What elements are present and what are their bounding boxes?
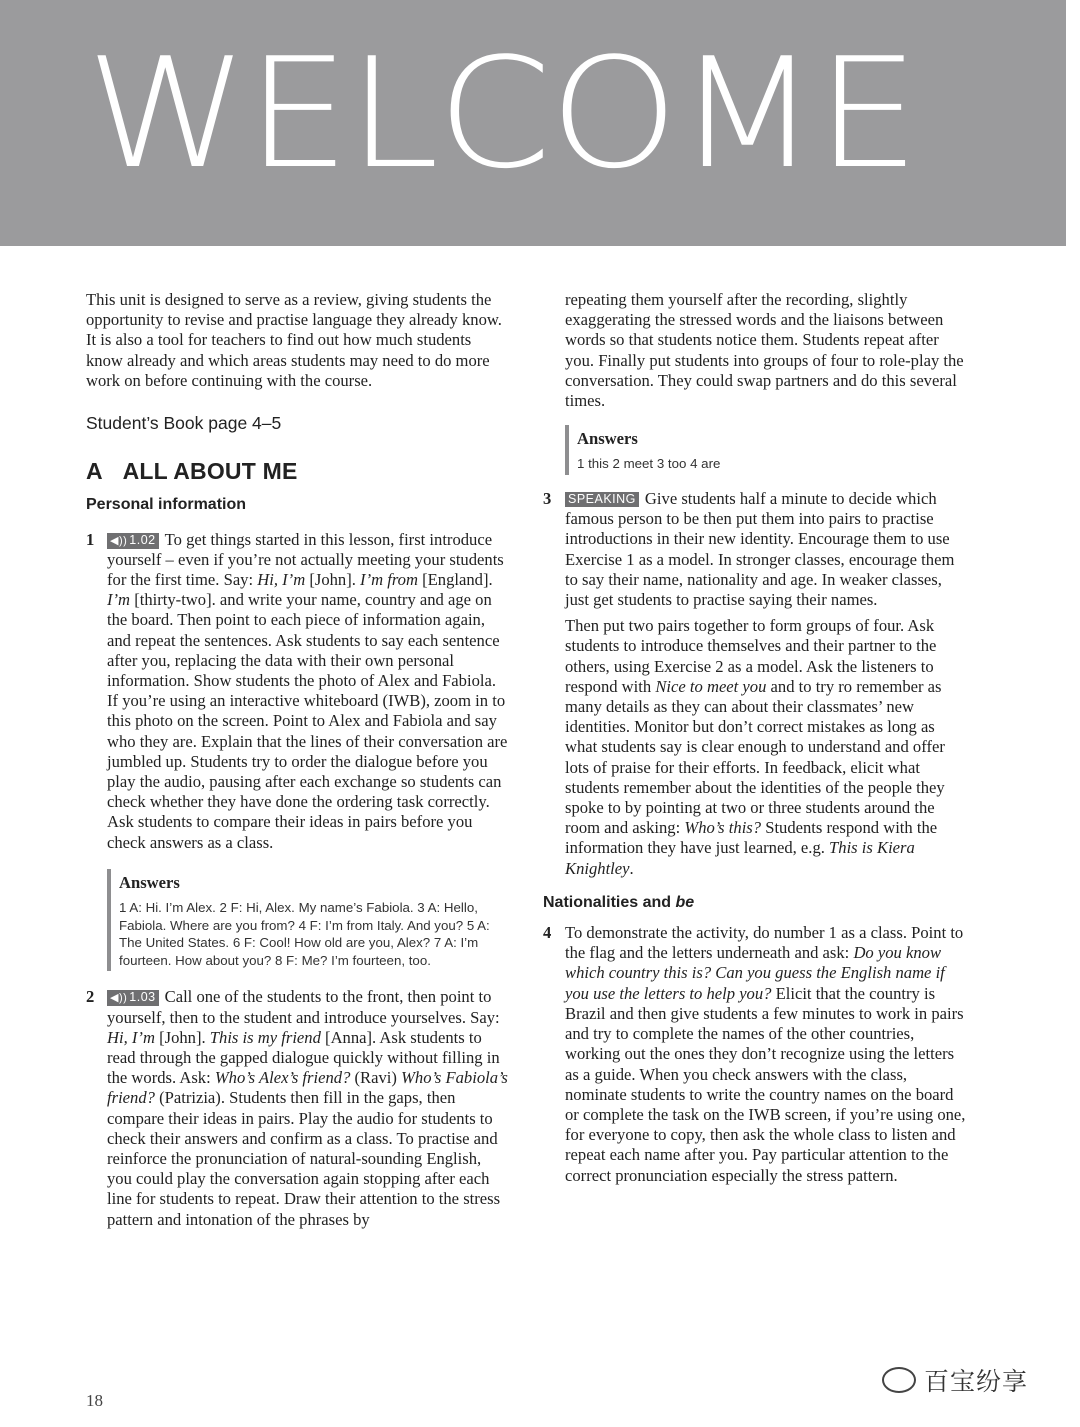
ex1-italic-1: Hi, I’m bbox=[257, 570, 306, 590]
answers-box-2 bbox=[565, 425, 969, 475]
exercise-number: 3 bbox=[543, 489, 552, 509]
answers-box-1 bbox=[107, 869, 510, 972]
ex2-italic-1: Hi, I’m bbox=[107, 1027, 155, 1047]
ex4-italic-1: Do you know which country this is? Can you guess the English name if you use the letters to help you? bbox=[565, 943, 945, 1003]
right-column bbox=[543, 290, 969, 1186]
wechat-icon bbox=[882, 1367, 916, 1393]
speaker-icon: ◀)) bbox=[110, 992, 128, 1005]
exercise-2 bbox=[86, 987, 510, 1229]
watermark-text: 百宝纷享 bbox=[924, 1367, 1029, 1396]
book-reference: Student’s Book page 4–5 bbox=[86, 413, 282, 434]
ex3-p2-text-b: and to try ro remember as many details as they can about their classmates’ new identities. Monitor but don’t correct mistakes as long as what students say is clear enough to understand and offer lots of praise for their efforts. In feedback, elicit what students remember about the identities of the people they spoke to by pointing at two or three students around the room and asking: bbox=[565, 676, 945, 838]
ex3-text: Give students half a minute to decide which famous person to be then put them into pairs to practise introductions in their new identity. Encourage them to use Exercise 1 as a model. In stronger classes, encourage them to say their name, nationality and age. In weaker classes, just get students to practise saying their names. bbox=[565, 489, 955, 610]
exercise-number: 2 bbox=[86, 987, 95, 1007]
ex3-p2-italic-3: This is Kiera Knightley bbox=[565, 838, 915, 878]
ex3-p2-italic-2: Who’s this? bbox=[684, 818, 762, 838]
ex3-p2-text-a: Then put two pairs together to form groups of four. Ask students to introduce themselves and their partner to the others, using Exercise 2 as a model. Ask the listeners to respond with bbox=[565, 616, 937, 696]
speaking-badge: SPEAKING bbox=[565, 492, 639, 507]
section-letter: A bbox=[86, 458, 103, 485]
page-title: WELCOME bbox=[86, 25, 918, 202]
exercise-3 bbox=[543, 489, 969, 879]
ex1-text-b: [thirty-two]. and write your name, country and age on the board. Then point to each piece of information again, and repeat the sentences. Ask students to say each sentence after you, replacing the data with their own personal information. Show students the photo of Alex and Fabiola. If you’re using an interactive whiteboard (IWB), zoom in to this photo on the screen. Point to Alex and Fabiola and say who they are. Explain that the lines of their conversation are jumbled up. Students try to order the dialogue before you play the audio, pausing after each exchange so students can check whether they have done the ordering task correctly. Ask students to compare their ideas in pairs before you check answers as a class. bbox=[107, 590, 508, 852]
left-column bbox=[86, 290, 510, 1230]
ex2-italic-4: Who’s Fabiola’s friend? bbox=[107, 1068, 508, 1108]
header-banner bbox=[0, 0, 1066, 246]
ex4-text-2: Elicit that the country is Brazil and then give students a few minutes to work in pairs and try to complete the names of the other countries, working out the ones they don’t recognize using the letters as a guide. When you check answers with the class, nominate students to write the country names on the board or complete the task on the IWB screen, if you’re using one, for everyone to copy, then ask the whole class to listen and repeat each name after you. Pay particular attention to the correct pronunciation especially the stress pattern. bbox=[565, 983, 966, 1185]
watermark bbox=[882, 1362, 1028, 1398]
ex1-italic-3: I’m bbox=[107, 590, 131, 610]
ex2-text-5: (Patrizia). Students then fill in the gaps, then compare their ideas in pairs. Play the audio for students to check their answers and confirm as a class. To practise and reinforce the pronunciation of natural-sounding English, you could play the conversation again stopping after each line for students to repeat. Draw their attention to the stress pattern and intonation of the phrases by bbox=[107, 1088, 501, 1229]
audio-track-badge[interactable] bbox=[107, 990, 159, 1006]
exercise-1 bbox=[86, 530, 510, 972]
ex2-text-3: [Anna]. Ask students to read through the gapped dialogue quickly without filling in the words. Ask: bbox=[107, 1027, 500, 1088]
ex3-p2-text-c: Students respond with the information they have just learned, e.g. bbox=[565, 818, 938, 858]
exercise-number: 1 bbox=[86, 529, 95, 549]
audio-track-badge[interactable] bbox=[107, 533, 159, 549]
section-heading bbox=[86, 458, 510, 485]
subheading-italic: be bbox=[675, 893, 695, 911]
ex3-paragraph-2 bbox=[565, 616, 969, 879]
page-number: 18 bbox=[86, 1391, 103, 1410]
audio-track-number: 1.02 bbox=[129, 532, 156, 547]
audio-track-number: 1.03 bbox=[129, 990, 156, 1005]
ex3-p2-italic-1: Nice to meet you bbox=[655, 676, 767, 696]
ex1-text-3: [England]. bbox=[417, 570, 493, 590]
ex1-italic-2: I’m from bbox=[360, 570, 418, 590]
section-title: ALL ABOUT ME bbox=[122, 458, 298, 485]
ex2-continuation: repeating them yourself after the recording, slightly exaggerating the stressed words and the liaisons between words so that students notice them. Students repeat after you. Finally put students into groups of four to role-play the conversation. They could swap partners and do this several times. bbox=[565, 290, 964, 411]
ex2-italic-3: Who’s Alex’s friend? bbox=[214, 1068, 351, 1088]
ex1-text-a: To get things started in this lesson, first introduce yourself – even if you’re not actually meeting your students for the first time. Say: bbox=[107, 529, 504, 590]
ex2-text-4: (Ravi) bbox=[350, 1068, 402, 1088]
ex2-text-2: [John]. bbox=[154, 1027, 210, 1047]
subheading-text: Nationalities and bbox=[543, 893, 676, 911]
ex4-text-1: To demonstrate the activity, do number 1 as a class. Point to the flag and the letters underneath and ask: bbox=[565, 923, 964, 963]
exercise-number: 4 bbox=[543, 923, 552, 943]
ex2-text-1: Call one of the students to the front, then point to yourself, then to the student and introduce yourselves. Say: bbox=[107, 987, 500, 1027]
ex1-text-2: [John]. bbox=[305, 570, 361, 590]
subheading-personal-information: Personal information bbox=[86, 496, 247, 514]
ex2-italic-2: This is my friend bbox=[209, 1027, 321, 1047]
answers-body: 1 A: Hi. I’m Alex. 2 F: Hi, Alex. My name’s Fabiola. 3 A: Hello, Fabiola. Where are you from? 4 F: I’m from Italy. And you? 5 A: The United States. 6 F: Cool! How old are you, Alex? 7 A: I’m fourteen. How about you? 8 F: Me? I’m fourteen, too. bbox=[119, 900, 490, 968]
answers-body: 1 this 2 meet 3 too 4 are bbox=[577, 456, 721, 472]
speaker-icon: ◀)) bbox=[110, 534, 128, 547]
intro-paragraph: This unit is designed to serve as a review, giving students the opportunity to revise and practise language they already know. It is also a tool for teachers to find out how much students know already and which areas students may need to do more work on before continuing with the course. bbox=[86, 290, 502, 390]
exercise-4 bbox=[543, 923, 969, 1186]
answers-title: Answers bbox=[577, 429, 638, 449]
answers-title: Answers bbox=[119, 872, 180, 892]
ex3-p2-text-d: . bbox=[629, 858, 634, 878]
subheading-nationalities bbox=[543, 893, 969, 913]
